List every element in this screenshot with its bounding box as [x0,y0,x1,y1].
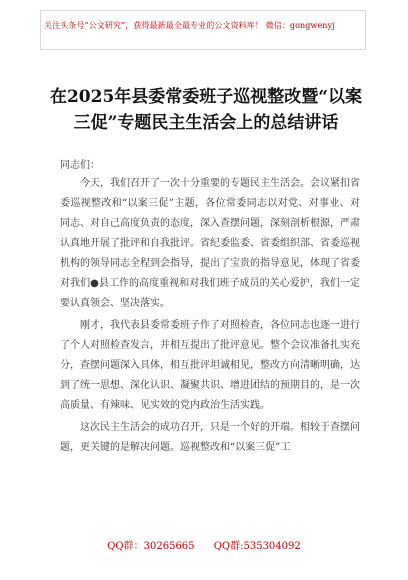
document-body [60,174,360,460]
paragraph-2: 刚才，我代表县委常委班子作了对照检查，各位同志也逐一进行了个人对照检查发言，并相互提出了批评意见。整个会议准备扎实充分，查摆问题深入具体，相互批评坦诚相见，整改方向清晰明确，达到了统一思想、深化认识、凝聚共识、增进团结的预期目的，是一次高质量、有辣味、见实效的党内政治生活实践。 [60,320,360,411]
paragraph-3: 这次民主生活会的成功召开，只是一个好的开端。相较于查摆问题，更关键的是解决问题。巡视整改和“以案三促”工 [60,422,360,453]
promo-banner: 关注头条号“公文研究”，获得最新最全最专业的公文资料库！ 微信：gongwenyj [44,21,335,30]
salutation: 同志们： [60,160,100,171]
document-title: 在2025年县委常委班子巡视整改暨“以案三促”专题民主生活会上的总结讲话 [49,87,363,133]
footer [0,537,408,552]
footer-qq-group-2: QQ群:535304092 [213,541,301,552]
footer-qq-group-1: QQ群：30265665 [107,541,195,552]
paragraph-1: 今天，我们召开了一次十分重要的专题民主生活会。会议紧扣省委巡视整改和“以案三促”主题，各位常委同志以对党、对事业、对同志、对自己高度负责的态度，深入查摆问题，深刻剖析根源，严肃认真地开展了批评和自我批评。省纪委监委、省委组织部、省委巡视机构的领导同志全程到会指导，提出了宝贵的指导意见，体现了省委对我们●县工作的高度重视和对我们班子成员的关心爱护，我们一定要认真领会、坚决落实。 [60,178,360,309]
